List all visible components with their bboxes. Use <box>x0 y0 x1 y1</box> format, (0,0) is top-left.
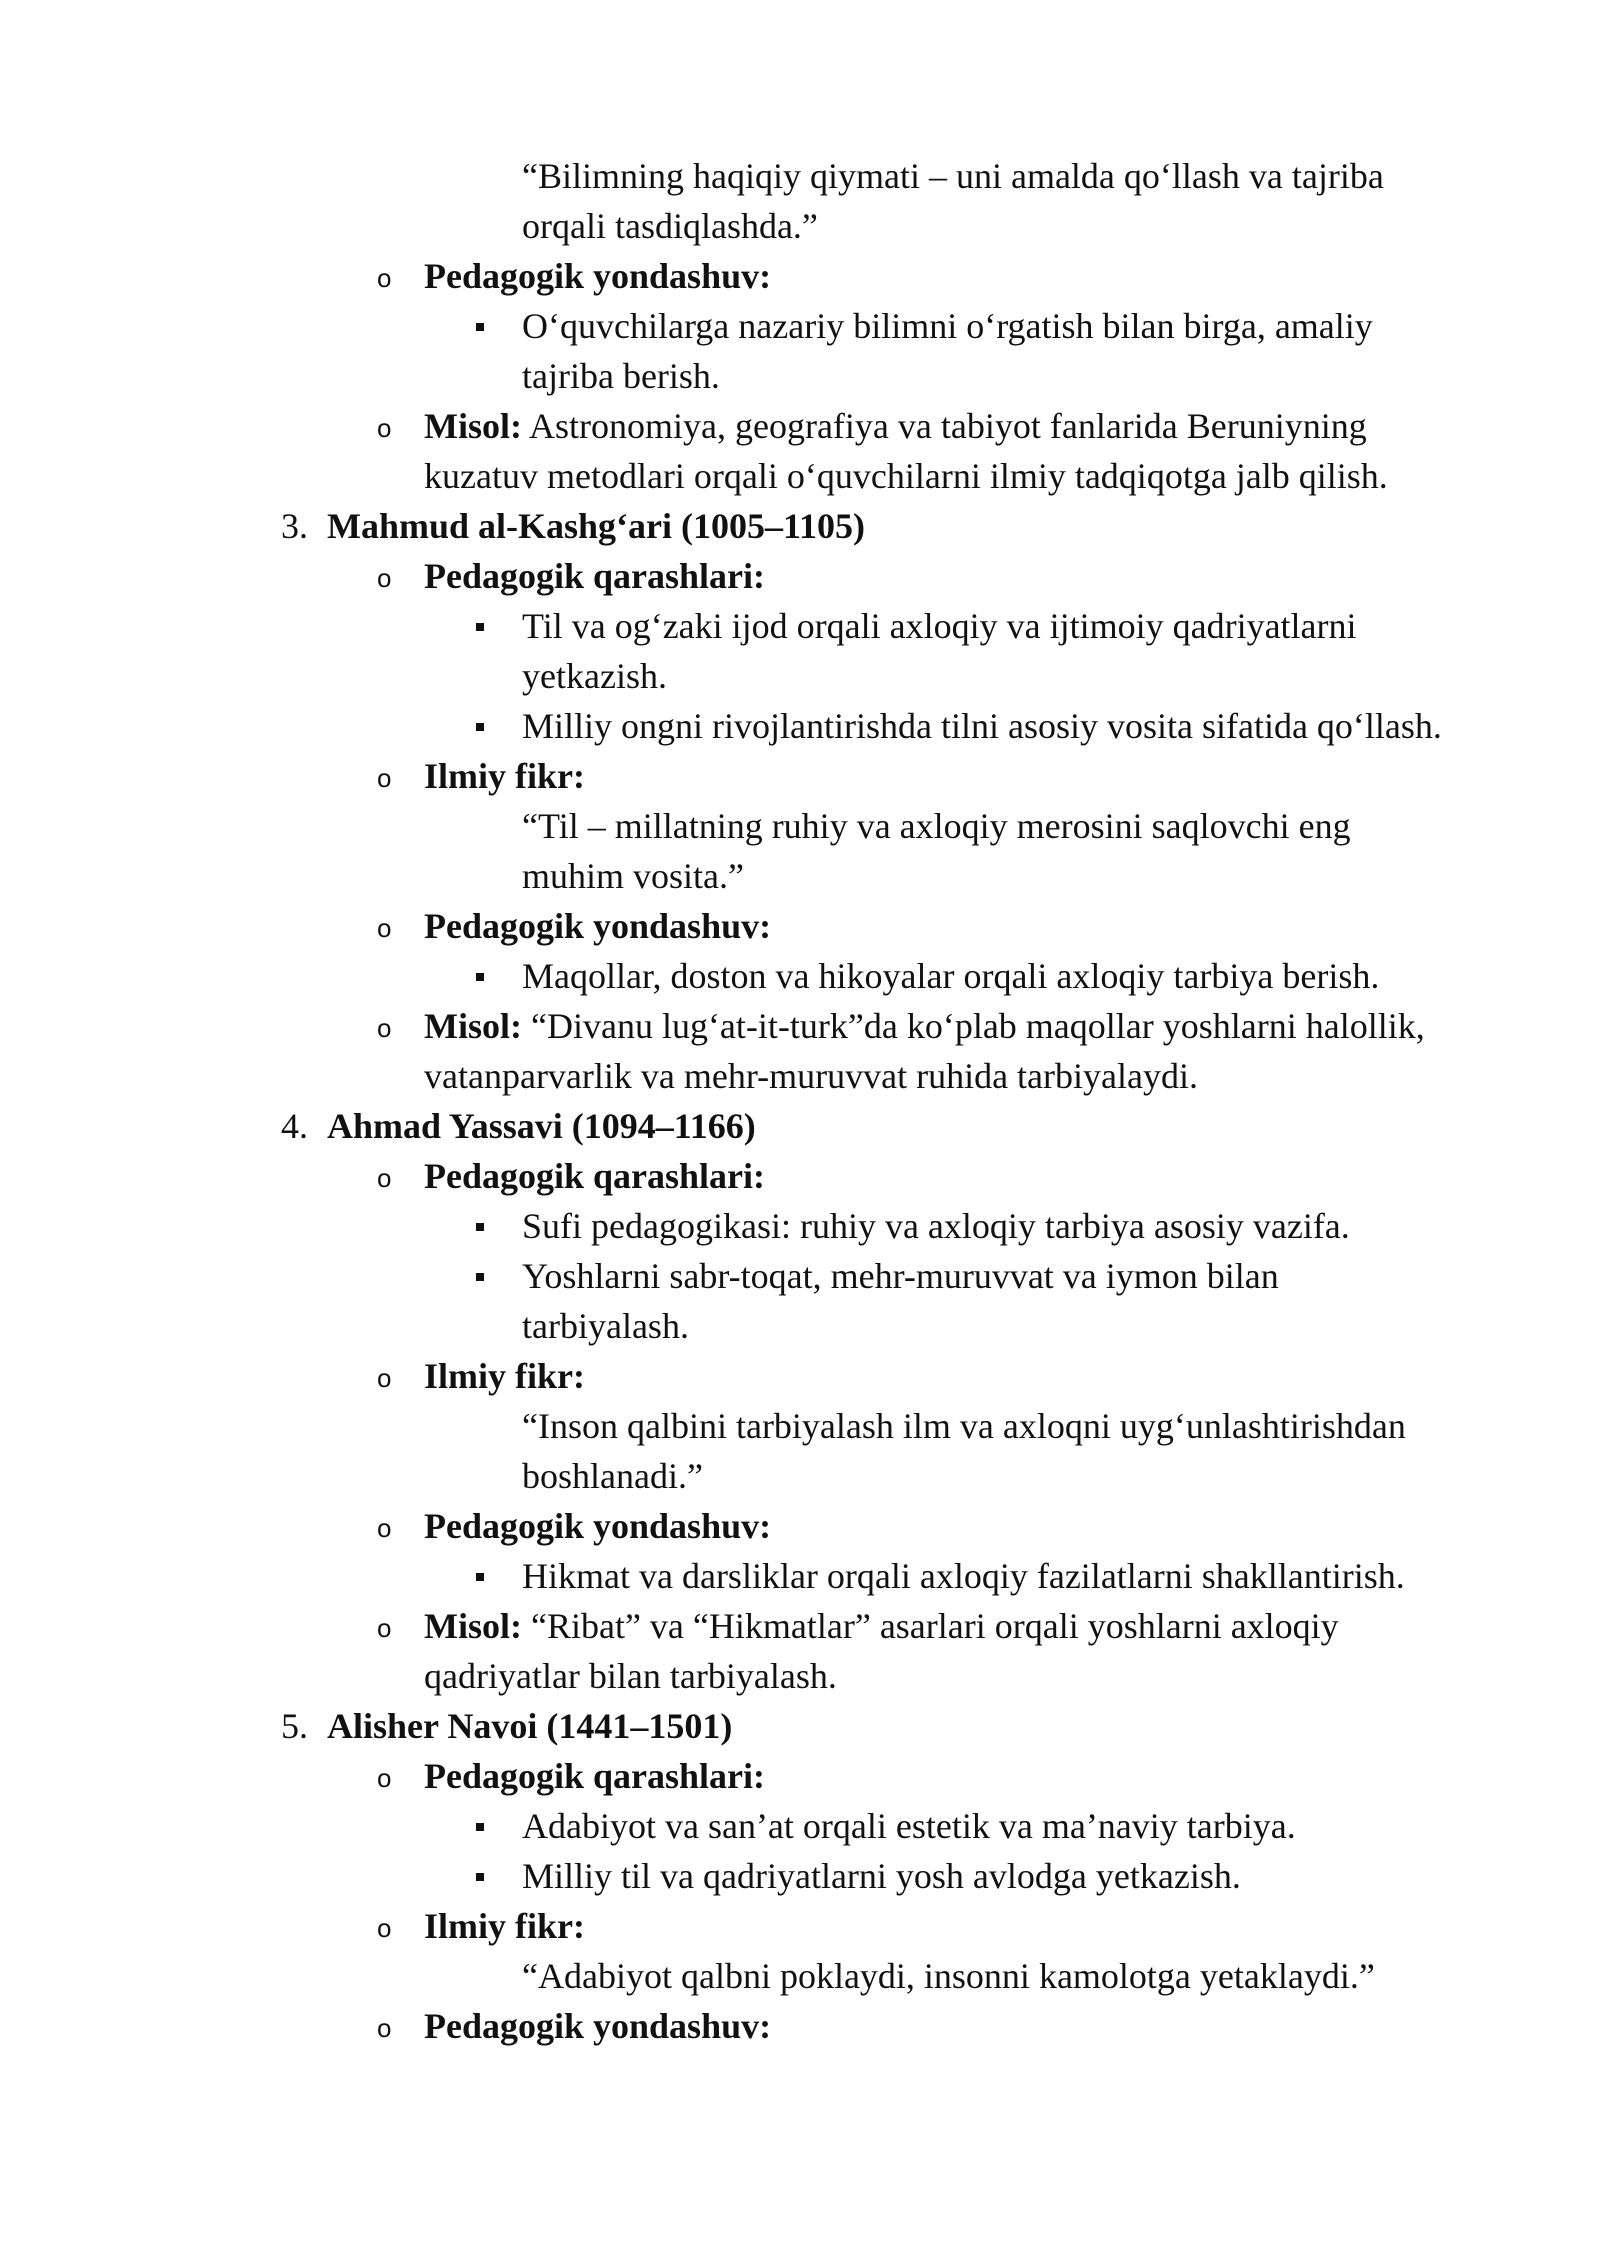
list-item: Sufi pedagogikasi: ruhiy va axloqiy tarbiya asosiy vazifa. <box>522 1206 1350 1246</box>
quote-line: “Adabiyot qalbni poklaydi, insonni kamolotga yetaklaydi.” <box>522 1956 1375 1996</box>
circle-bullet-icon: o <box>377 1613 392 1643</box>
quote-line: orqali tasdiqlashda.” <box>522 206 818 246</box>
quote-line: “Bilimning haqiqiy qiymati – uni amalda qo‘llash va tajriba <box>522 156 1384 196</box>
square-bullet-icon <box>476 723 484 731</box>
example-line <box>424 401 1367 451</box>
list-item: tajriba berish. <box>522 356 720 396</box>
example-line: qadriyatlar bilan tarbiyalash. <box>424 1656 837 1696</box>
section-title: Mahmud al-Kashg‘ari (1005–1105) <box>327 506 866 546</box>
sub-heading: Pedagogik yondashuv: <box>424 906 772 946</box>
section-number: 5. <box>281 1706 308 1746</box>
example-label: Misol: <box>424 1006 522 1046</box>
section-title: Alisher Navoi (1441–1501) <box>327 1706 733 1746</box>
sub-heading: Ilmiy fikr: <box>424 1906 585 1946</box>
list-item: Yoshlarni sabr-toqat, mehr-muruvvat va iymon bilan <box>522 1256 1279 1296</box>
circle-bullet-icon: o <box>377 763 392 793</box>
list-item: O‘quvchilarga nazariy bilimni o‘rgatish bilan birga, amaliy <box>522 306 1373 346</box>
circle-bullet-icon: o <box>377 263 392 293</box>
square-bullet-icon <box>476 1223 484 1231</box>
example-line <box>424 1001 1425 1051</box>
circle-bullet-icon: o <box>377 413 392 443</box>
square-bullet-icon <box>476 623 484 631</box>
example-line <box>424 1601 1339 1651</box>
square-bullet-icon <box>476 1823 484 1831</box>
sub-heading: Ilmiy fikr: <box>424 756 585 796</box>
circle-bullet-icon: o <box>377 563 392 593</box>
square-bullet-icon <box>476 323 484 331</box>
circle-bullet-icon: o <box>377 1913 392 1943</box>
sub-heading: Pedagogik yondashuv: <box>424 1506 772 1546</box>
section-number: 4. <box>281 1106 308 1146</box>
list-item: Hikmat va darsliklar orqali axloqiy fazilatlarni shakllantirish. <box>522 1556 1405 1596</box>
square-bullet-icon <box>476 1573 484 1581</box>
list-item: Til va og‘zaki ijod orqali axloqiy va ijtimoiy qadriyatlarni <box>522 606 1357 646</box>
circle-bullet-icon: o <box>377 2013 392 2043</box>
circle-bullet-icon: o <box>377 1163 392 1193</box>
sub-heading: Pedagogik yondashuv: <box>424 2006 772 2046</box>
list-item: Milliy ongni rivojlantirishda tilni asosiy vosita sifatida qo‘llash. <box>522 706 1442 746</box>
list-item: Milliy til va qadriyatlarni yosh avlodga yetkazish. <box>522 1856 1241 1896</box>
quote-line: muhim vosita.” <box>522 856 744 896</box>
circle-bullet-icon: o <box>377 913 392 943</box>
example-text: “Ribat” va “Hikmatlar” asarlari orqali yoshlarni axloqiy <box>521 1606 1339 1646</box>
list-item: yetkazish. <box>522 656 667 696</box>
quote-line: “Til – millatning ruhiy va axloqiy merosini saqlovchi eng <box>522 806 1351 846</box>
quote-line: boshlanadi.” <box>522 1456 703 1496</box>
list-item: tarbiyalash. <box>522 1306 689 1346</box>
example-line: vatanparvarlik va mehr-muruvvat ruhida tarbiyalaydi. <box>424 1056 1198 1096</box>
example-text: Astronomiya, geografiya va tabiyot fanlarida Beruniyning <box>521 406 1367 446</box>
list-item: Adabiyot va san’at orqali estetik va ma’naviy tarbiya. <box>522 1806 1296 1846</box>
circle-bullet-icon: o <box>377 1763 392 1793</box>
sub-heading: Ilmiy fikr: <box>424 1356 585 1396</box>
sub-heading: Pedagogik yondashuv: <box>424 256 772 296</box>
sub-heading: Pedagogik qarashlari: <box>424 1756 766 1796</box>
square-bullet-icon <box>476 1873 484 1881</box>
section-title: Ahmad Yassavi (1094–1166) <box>327 1106 756 1146</box>
square-bullet-icon <box>476 973 484 981</box>
quote-line: “Inson qalbini tarbiyalash ilm va axloqni uyg‘unlashtirishdan <box>522 1406 1406 1446</box>
example-line: kuzatuv metodlari orqali o‘quvchilarni ilmiy tadqiqotga jalb qilish. <box>424 456 1388 496</box>
list-item: Maqollar, doston va hikoyalar orqali axloqiy tarbiya berish. <box>522 956 1380 996</box>
circle-bullet-icon: o <box>377 1513 392 1543</box>
sub-heading: Pedagogik qarashlari: <box>424 556 766 596</box>
example-text: “Divanu lug‘at-it-turk”da ko‘plab maqollar yoshlarni halollik, <box>521 1006 1425 1046</box>
sub-heading: Pedagogik qarashlari: <box>424 1156 766 1196</box>
circle-bullet-icon: o <box>377 1363 392 1393</box>
square-bullet-icon <box>476 1273 484 1281</box>
section-number: 3. <box>281 506 308 546</box>
example-label: Misol: <box>424 1606 522 1646</box>
circle-bullet-icon: o <box>377 1013 392 1043</box>
example-label: Misol: <box>424 406 522 446</box>
